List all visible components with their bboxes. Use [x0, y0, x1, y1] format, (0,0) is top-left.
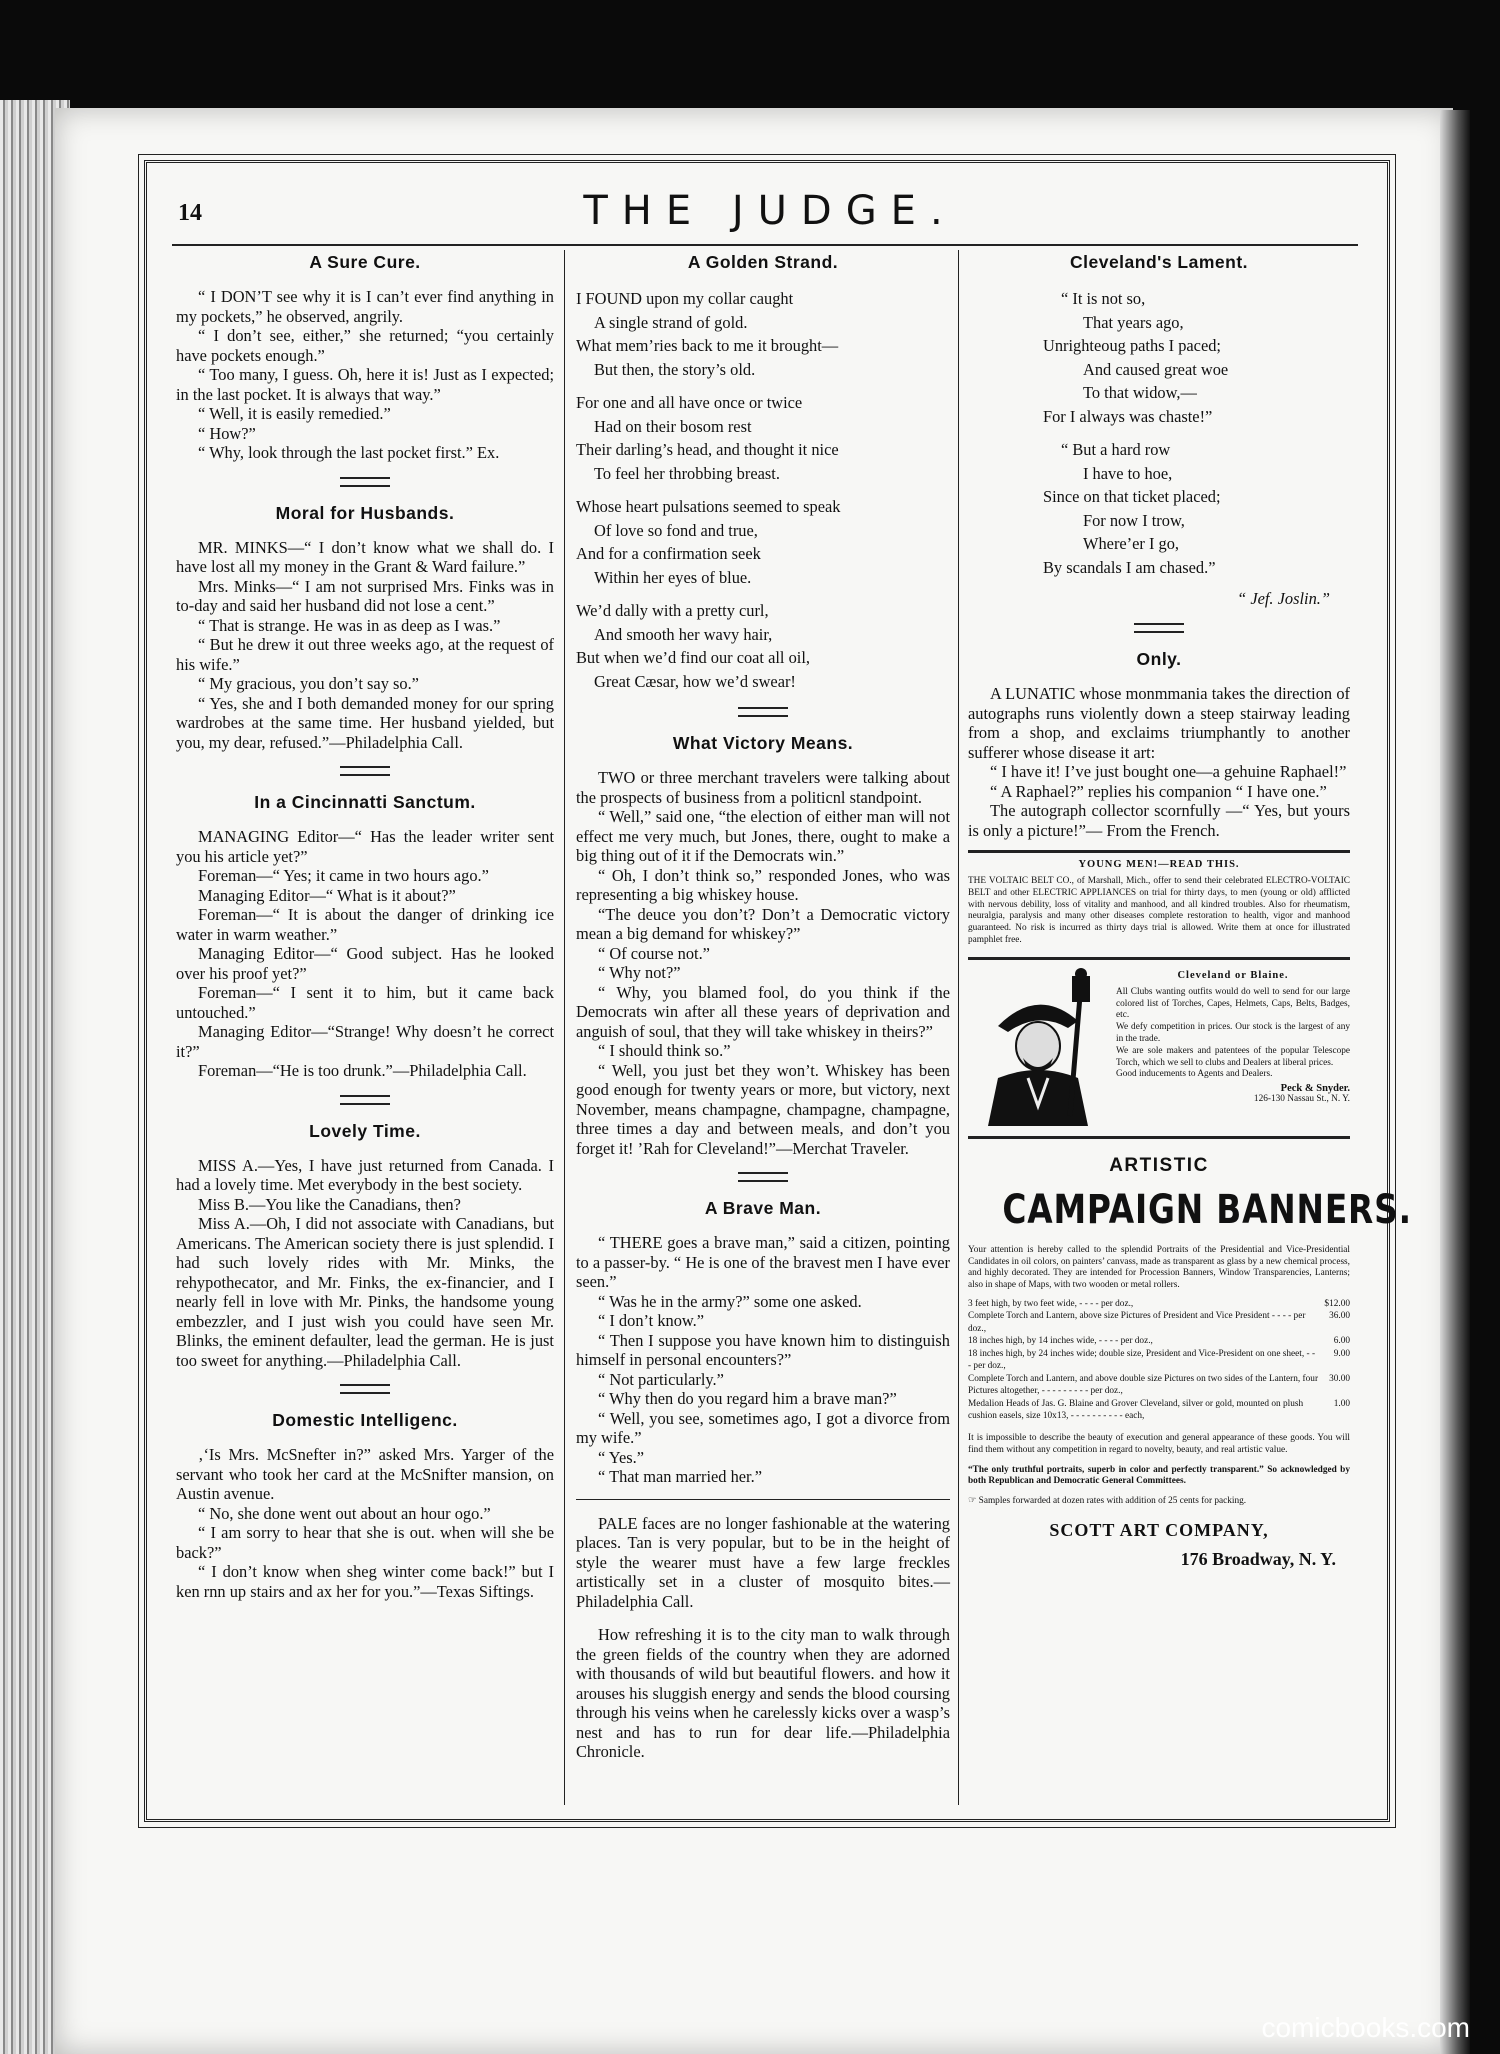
ad-company-address: 176 Broadway, N. Y. [1180, 1548, 1336, 1569]
poem-line: Of love so fond and true, [594, 520, 758, 540]
ad-text-block [1116, 966, 1350, 1126]
article-title: Domestic Intelligenc. [272, 1410, 458, 1430]
ad-rule [968, 957, 1350, 960]
page-right-edge [1440, 110, 1470, 2054]
article-paragraph: Foreman—“ I sent it to him, but it came back untouched.” [176, 983, 554, 1022]
poem-golden-strand [576, 252, 950, 693]
article-paragraph: “ Why, look through the last pocket first.” Ex. [198, 443, 500, 462]
price-item: Complete Torch and Lantern, and above double size Pictures on two sides of the Lantern, four Pictures altogether, - - - - - - - - - per doz., [968, 1373, 1319, 1397]
section-separator [340, 766, 390, 776]
article-paragraph: “ That is strange. He was in as deep as I was.” [198, 615, 501, 635]
price-item: 3 feet high, by two feet wide, - - - - per doz., [968, 1298, 1134, 1309]
poem-signature: “ Jef. Joslin.” [1237, 589, 1330, 608]
article-paragraph: MISS A.—Yes, I have just returned from Canada. I had a lovely time. Met everybody in the best society. [176, 1155, 554, 1194]
article-title: Moral for Husbands. [275, 502, 455, 523]
article-brave-man [576, 1198, 950, 1487]
price-value: 1.00 [1333, 1398, 1350, 1409]
article-cincinnatti-sanctum [176, 792, 554, 1081]
poem-line: For I always was chaste!” [1043, 406, 1213, 426]
section-separator [340, 477, 390, 487]
poem-stanza [576, 287, 950, 381]
column-1 [176, 252, 554, 1797]
article-lovely-time [176, 1121, 554, 1371]
article-paragraph: “ How?” [198, 423, 256, 443]
poem-line: Their darling’s head, and thought it nice [576, 440, 839, 459]
section-separator [340, 1384, 390, 1394]
article-paragraph: “ I DON’T see why it is I can’t ever find anything in my pockets,” he observed, angrily. [176, 287, 554, 326]
article-paragraph: “ Well, you just bet they won’t. Whiskey has been good enough for twenty years or more, but victory, next November, means champagne, champagne, champagne, three times a day and between meals, and don’t you forget it! ’Rah for Cleveland!”—Merchat Traveler. [576, 1060, 950, 1158]
poem-line: For one and all have once or twice [576, 393, 803, 412]
price-value: $12.00 [1324, 1298, 1350, 1309]
ad-text: All Clubs wanting outfits would do well to send for our large colored list of Torches, Capes, Helmets, Caps, Belts, Badges, etc. [1116, 986, 1350, 1021]
section-separator [738, 1172, 788, 1182]
article-paragraph: “ Yes, she and I both demanded money for our spring wardrobes at the same time. Her husband yielded, but you, my dear, refused.”—Philadelphia Call. [176, 693, 554, 752]
article-paragraph: “ Well, you see, sometimes ago, I got a divorce from my wife.” [576, 1408, 950, 1447]
poem-line: I FOUND upon my collar caught [576, 289, 794, 308]
price-item: 18 inches high, by 24 inches wide; double size, President and Vice-President on one sheet, - - - per doz., [968, 1348, 1316, 1372]
price-value: 30.00 [1329, 1373, 1350, 1384]
masthead-rule [172, 244, 1358, 246]
ad-title: YOUNG MEN!—READ THIS. [1078, 859, 1240, 870]
article-paragraph: “ I am sorry to hear that she is out. when will she be back?” [176, 1523, 554, 1562]
article-paragraph: MANAGING Editor—“ Has the leader writer sent you his article yet?” [176, 827, 554, 866]
section-separator [738, 707, 788, 717]
poem-line: And smooth her wavy hair, [594, 624, 773, 644]
price-row [968, 1373, 1350, 1398]
article-paragraph: “ I have it! I’ve just bought one—a gehuine Raphael!” [990, 762, 1347, 781]
price-row [968, 1310, 1350, 1335]
ad-text: ☞ Samples forwarded at dozen rates with addition of 25 cents for packing. [968, 1496, 1247, 1507]
ad-address: 126-130 Nassau St., N. Y. [1253, 1094, 1350, 1105]
ad-text: We are sole makers and patentees of the popular Telescope Torch, which we sell to clubs and Dealers at liberal prices. [1116, 1045, 1350, 1068]
poem-line: And for a confirmation seek [576, 544, 761, 563]
article-sure-cure [176, 252, 554, 463]
article-paragraph: Foreman—“He is too drunk.”—Philadelphia Call. [198, 1061, 527, 1080]
ad-body [968, 966, 1350, 1126]
article-paragraph: Miss A.—Oh, I did not associate with Canadians, but Americans. The American society there is just splendid. I had such lovely rides with Mr. Minks, the rehypothecator, and Mr. Finks, the ex-financier, and I nearly fell in love with Mr. Pinks, the handsome young embezzler, and I just wish you could have seen Mr. Blinks, the eminent defaulter, lead the german. He is just too sweet for anything.—Philadelphia Call. [176, 1214, 554, 1370]
poem-stanza [968, 438, 1350, 579]
poem-line: Great Cæsar, how we’d swear! [594, 671, 796, 691]
article-paragraph: “ But he drew it out three weeks ago, at the request of his wife.” [176, 635, 554, 674]
poem-line: A single strand of gold. [594, 312, 748, 332]
ad-text: Good inducements to Agents and Dealers. [1116, 1069, 1273, 1080]
poem-line: Whose heart pulsations seemed to speak [576, 497, 841, 516]
section-separator [1134, 623, 1184, 633]
article-paragraph: “ Was he in the army?” some one asked. [598, 1291, 862, 1311]
poem-line: What mem’ries back to me it brought— [576, 336, 839, 355]
article-moral-for-husbands [176, 503, 554, 753]
poem-line: I have to hoe, [1083, 463, 1173, 483]
poem-line: “ But a hard row [1061, 440, 1171, 459]
poem-stanza [576, 495, 950, 589]
ad-title: Cleveland or Blaine. [1177, 969, 1289, 981]
article-paragraph: Foreman—“ It is about the danger of drinking ice water in warm weather.” [176, 905, 554, 944]
poem-line: Had on their bosom rest [594, 416, 752, 436]
ad-text: It is impossible to describe the beauty of execution and general appearance of these goods. You will find them without any competition in regard to novelty, beauty, and real artistic value. [968, 1432, 1350, 1455]
ad-young-men [968, 859, 1350, 947]
page-number: 14 [178, 200, 202, 226]
price-value: 9.00 [1333, 1348, 1350, 1359]
article-paragraph: Managing Editor—“ Good subject. Has he looked over his proof yet?” [176, 944, 554, 983]
article-paragraph: “ Yes.” [598, 1447, 644, 1467]
article-title: Lovely Time. [309, 1120, 421, 1141]
ad-kicker: ARTISTIC [1109, 1154, 1209, 1176]
article-paragraph: MR. MINKS—“ I don’t know what we shall do. I have lost all my money in the Grant & Ward failure.” [176, 537, 554, 576]
article-paragraph: “ Oh, I don’t think so,” responded Jones, who was representing a big whiskey house. [576, 865, 950, 904]
poem-line: We’d dally with a pretty curl, [576, 601, 769, 620]
price-value: 36.00 [1329, 1311, 1350, 1322]
article-paragraph: “ Then I suppose you have known him to distinguish himself in personal encounters?” [576, 1330, 950, 1369]
price-item: 18 inches high, by 14 inches wide, - - - - per doz., [968, 1336, 1153, 1347]
article-paragraph: “ Why then do you regard him a brave man?” [598, 1389, 897, 1408]
article-paragraph: A LUNATIC whose monmmania takes the direction of autographs runs violently down a steep stairway leading from a shop, and exclaims triumphantly to another sufferer whose disease it art: [968, 684, 1350, 762]
ad-rule [968, 1136, 1350, 1139]
article-paragraph: “ That man married her.” [598, 1467, 762, 1486]
poem-clevelands-lament [968, 252, 1350, 609]
article-paragraph: Mrs. Minks—“ I am not surprised Mrs. Finks was in to-day and said her husband did not lose a cent.” [176, 576, 554, 615]
poem-line: For now I trow, [1083, 510, 1185, 530]
article-paragraph: “ Too many, I guess. Oh, here it is! Just as I expected; in the last pocket. It is always that way.” [176, 365, 554, 404]
price-row [968, 1298, 1350, 1311]
article-refreshing: How refreshing it is to the city man to walk through the green fields of the country when they are adorned with thousands of wild but beautiful flowers. and how it arouses his sluggish energy and sends the blood coursing through his veins when he carelessly kicks over a wasp’s nest and has to run for dear life.—Philadelphia Chronicle. [576, 1625, 950, 1761]
ad-text: THE VOLTAIC BELT CO., of Marshall, Mich., offer to send their celebrated ELECTRO-VOLTAIC BELT and other ELECTRIC APPLIANCES on trial for thirty days, to men (young or old) afflicted with nervous debility, loss of vitality and manhood, and all kindred troubles. Also for rheumatism, neuralgia, paralysis and many other diseases complete restoration to health, vigor and manhood guaranteed. No risk is incurred as thirty days trial is allowed. Write them at once for illustrated pamphlet free. [968, 876, 1350, 945]
poem-line: Unrighteoug paths I paced; [1043, 336, 1221, 355]
ad-rule [968, 850, 1350, 853]
masthead-title: THE JUDGE. [583, 188, 957, 234]
torch-bearer-illustration [968, 966, 1108, 1126]
article-paragraph: Managing Editor—“ What is it about?” [198, 885, 456, 905]
article-title: A Brave Man. [704, 1198, 822, 1218]
price-row [968, 1335, 1350, 1348]
poem-line: Since on that ticket placed; [1043, 487, 1221, 506]
article-paragraph: “ I don’t know.” [598, 1311, 705, 1330]
article-pale-faces: PALE faces are no longer fashionable at the watering places. Tan is very popular, but to be in the height of style the wearer must have a few large freckles artistically set in a cluster of mosquito bites.—Philadelphia Call. [576, 1513, 950, 1611]
ad-cleveland-or-blaine [968, 966, 1350, 1126]
ad-headline: CAMPAIGN BANNERS. [1002, 1186, 1412, 1233]
poem-line: Within her eyes of blue. [594, 567, 752, 587]
price-list [968, 1298, 1350, 1423]
price-item: Medalion Heads of Jas. G. Blaine and Grover Cleveland, silver or gold, mounted on plush cushion easels, size 10x13, - - - - - - - - - - each, [968, 1398, 1304, 1422]
poem-line: And caused great woe [1083, 359, 1229, 379]
article-paragraph: “ Of course not.” [598, 943, 710, 963]
price-item: Complete Torch and Lantern, above size Pictures of President and Vice President - - - - per doz., [968, 1311, 1306, 1334]
article-only [968, 649, 1350, 840]
poem-line: That years ago, [1083, 312, 1184, 332]
article-paragraph: “ Why not?” [598, 963, 681, 982]
column-rule [564, 250, 565, 1805]
section-separator [340, 1095, 390, 1105]
ad-text: Your attention is hereby called to the splendid Portraits of the Presidential and Vice-Presidential Candidates in oil colors, on painters’ canvass, made as transparent as glass by a new chemical process, and highly decorated. They are intended for Procession Banners, Window Transparencies, Lanterns; also in shape of Maps, with two wooden or metal rollers. [968, 1244, 1350, 1291]
column-3 [968, 252, 1412, 1797]
poem-line: But then, the story’s old. [594, 359, 756, 379]
article-paragraph: ‚‘Is Mrs. McSnefter in?” asked Mrs. Yarger of the servant who took her card at the McSnifter mansion, on Austin avenue. [176, 1445, 554, 1503]
ad-text: We defy competition in prices. Our stock is the largest of any in the trade. [1116, 1022, 1350, 1044]
ad-firm-name: Peck & Snyder. [1280, 1083, 1350, 1095]
price-row [968, 1398, 1350, 1423]
poem-line: Where’er I go, [1083, 534, 1180, 553]
article-title: What Victory Means. [672, 733, 854, 753]
article-title: In a Cincinnatti Sanctum. [254, 792, 476, 812]
site-watermark: comicbooks.com [1261, 2012, 1470, 2043]
poem-stanza [968, 287, 1350, 428]
column-2 [576, 252, 950, 1797]
article-paragraph: Miss B.—You like the Canadians, then? [198, 1194, 461, 1214]
article-paragraph: “ I don’t see, either,” she returned; “you certainly have pockets enough.” [176, 326, 554, 365]
article-paragraph: “ I don’t know when sheg winter come back!” but I ken rnn up stairs and ax her for you.”—Texas Siftings. [176, 1562, 554, 1601]
article-title: A Sure Cure. [309, 252, 421, 272]
article-paragraph: “The deuce you don’t? Don’t a Democratic victory mean a big demand for whiskey?” [576, 904, 950, 943]
ad-company-name: SCOTT ART COMPANY, [1049, 1519, 1269, 1540]
column-rule [958, 250, 959, 1805]
article-paragraph: “ Well,” said one, “the election of either man will not effect me very much, but Jones, there, ought to make a big thing out of it if the Democrats win.” [576, 807, 950, 865]
article-paragraph: Foreman—“ Yes; it came in two hours ago.” [198, 866, 489, 885]
article-paragraph: “ No, she done went out about an hour ogo.” [198, 1503, 491, 1523]
article-title: A Golden Strand. [687, 252, 839, 272]
article-paragraph: “ My gracious, you don’t say so.” [198, 674, 419, 693]
poem-line: To that widow,— [1083, 383, 1197, 402]
ad-campaign-banners [968, 1154, 1412, 1570]
article-paragraph: “ Why, you blamed fool, do you think if the Democrats win after all these years of deprivation and anguish of soul, that they will take whiskey in theirs?” [576, 982, 950, 1041]
article-title: Cleveland's Lament. [1069, 252, 1249, 272]
poem-stanza [576, 391, 950, 485]
article-paragraph: TWO or three merchant travelers were talking about the prospects of business from a politicnl standpoint. [576, 768, 950, 807]
article-paragraph: “ Well, it is easily remedied.” [198, 404, 391, 423]
poem-stanza [576, 599, 950, 693]
article-domestic-intelligence [176, 1410, 554, 1601]
article-paragraph: “ Not particularly.” [598, 1369, 724, 1389]
poem-line: But when we’d find our coat all oil, [576, 648, 810, 667]
article-paragraph: Managing Editor—“Strange! Why doesn’t he correct it?” [176, 1022, 554, 1061]
article-title: Only. [1136, 649, 1182, 669]
poem-line: To feel her throbbing breast. [594, 463, 780, 483]
poem-line: “ It is not so, [1061, 289, 1146, 308]
poem-line: By scandals I am chased.” [1043, 557, 1216, 577]
article-paragraph: “ A Raphael?” replies his companion “ I have one.” [990, 781, 1327, 801]
price-value: 6.00 [1333, 1336, 1350, 1347]
article-paragraph: “ THERE goes a brave man,” said a citizen, pointing to a passer-by. “ He is one of the bravest men I have ever seen.” [576, 1233, 950, 1291]
article-what-victory-means [576, 733, 950, 1158]
article-paragraph: “ I should think so.” [598, 1041, 731, 1060]
price-row [968, 1348, 1350, 1373]
section-separator [576, 1499, 950, 1500]
article-paragraph: The autograph collector scornfully —“ Yes, but yours is only a picture!”— From the French. [968, 801, 1350, 840]
ad-text: “The only truthful portraits, superb in color and perfectly transparent.” So acknowledged by both Republican and Democratic General Committees. [968, 1464, 1350, 1487]
